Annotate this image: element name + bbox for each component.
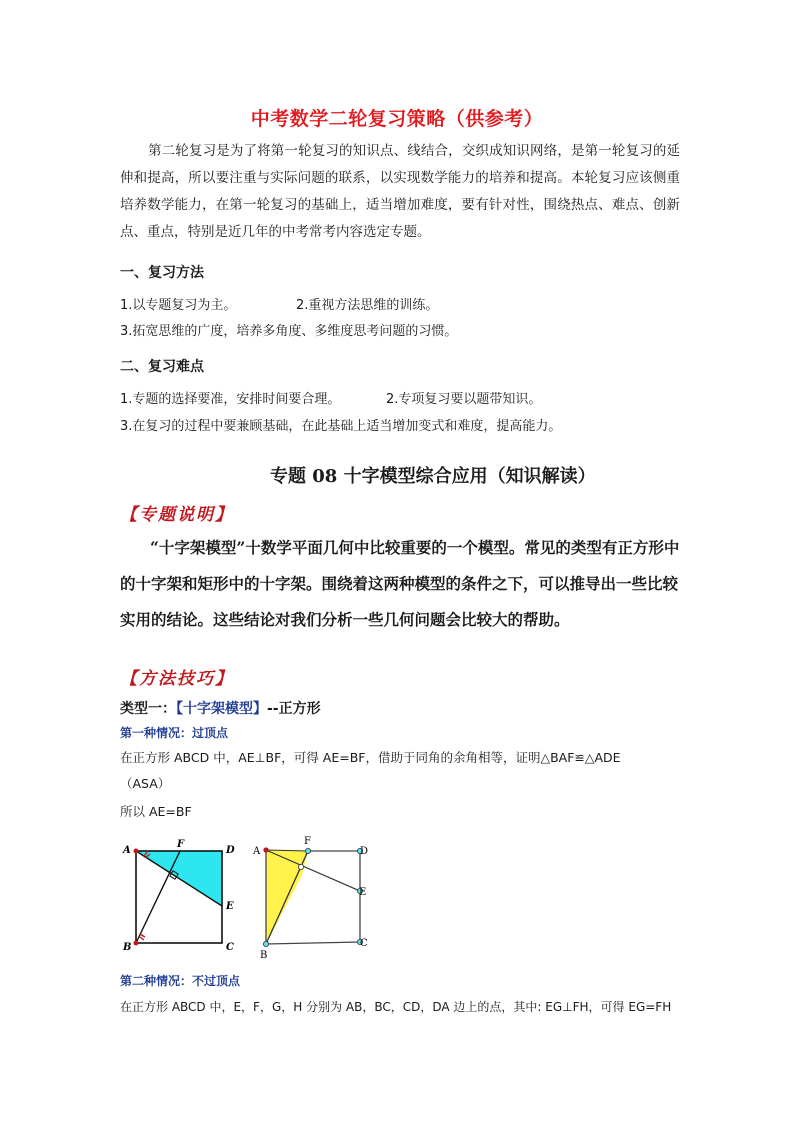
fig2-point-intersection — [298, 864, 303, 869]
case1-label: 第一种情况：过顶点 — [120, 726, 229, 740]
figure-square-cross-1 — [118, 836, 248, 958]
fig1-label-C: C — [226, 942, 234, 953]
section1-item1: 1.以专题复习为主。 — [120, 298, 237, 313]
fig2-point-F — [305, 848, 310, 853]
section1-item2: 2.重视方法思维的训练。 — [296, 298, 439, 313]
type1-suffix: --正方形 — [267, 701, 321, 717]
fig1-label-D: D — [226, 845, 235, 856]
topic-desc-paragraph: “十字架模型”十数学平面几何中比较重要的一个模型。常见的类型有正方形中的十字架和矩形中的十字架。围绕着这两种模型的条件之下，可以推导出一些比较实用的结论。这些结论对我们分析一些几何问题会比较大的帮助。 — [120, 538, 680, 629]
type1-prefix: 类型一： — [120, 701, 176, 717]
topic-desc-heading: 【专题说明】 — [120, 505, 234, 525]
type1-name: 【十字架模型】 — [176, 701, 267, 717]
fig1-label-B: B — [123, 942, 132, 953]
section1-heading: 一、复习方法 — [120, 265, 204, 281]
case2-label: 第二种情况：不过顶点 — [120, 974, 241, 988]
fig1-angle-mark-B — [140, 934, 145, 940]
fig2-point-B — [263, 941, 268, 946]
fig1-label-E: E — [226, 901, 234, 912]
case1-text3: 所以 AE=BF — [120, 804, 192, 819]
fig2-label-A: A — [253, 846, 261, 857]
figure-square-cross-2 — [250, 832, 380, 962]
fig2-label-E: E — [359, 887, 367, 898]
fig1-label-F: F — [177, 839, 185, 850]
fig1-point-B — [134, 941, 139, 946]
section1-item3: 3.拓宽思维的广度，培养多角度、多维度思考问题的习惯。 — [120, 324, 458, 339]
section2-item2: 2.专项复习要以题带知识。 — [386, 392, 542, 407]
fig2-label-B: B — [260, 950, 268, 961]
page-title: 中考数学二轮复习策略（供参考） — [250, 108, 544, 130]
topic-title: 专题 08 十字模型综合应用（知识解读） — [270, 466, 596, 487]
case2-text1: 在正方形 ABCD 中，E，F，G，H 分别为 AB，BC，CD，DA 边上的点，其中: EG⊥FH，可得 EG=FH — [120, 1000, 672, 1014]
section2-heading: 二、复习难点 — [120, 359, 204, 375]
fig2-point-A — [263, 847, 268, 852]
fig2-label-D: D — [360, 846, 369, 857]
section2-item3: 3.在复习的过程中要兼顾基础，在此基础上适当增加变式和难度，提高能力。 — [120, 419, 562, 434]
type1-heading — [120, 698, 321, 718]
case1-text1: 在正方形 ABCD 中，AE⊥BF，可得 AE=BF，借助于同角的余角相等，证明△BAF≌△ADE — [120, 750, 621, 765]
fig2-label-C: C — [360, 938, 368, 949]
fig1-label-A: A — [123, 845, 131, 856]
method-heading: 【方法技巧】 — [120, 669, 234, 689]
fig1-point-A — [134, 849, 139, 854]
fig2-label-F: F — [304, 836, 311, 847]
case1-text2: （ASA） — [120, 776, 171, 791]
intro-paragraph: 第二轮复习是为了将第一轮复习的知识点、线结合，交织成知识网络，是第一轮复习的延伸和提高，所以要注重与实际问题的联系，以实现数学能力的培养和提高。本轮复习应该侧重培养数学能力，在第一轮复习的基础上，适当增加难度，要有针对性，围绕热点、难点、创新点、重点，特别是近几年的中考常考内容选定专题。 — [120, 143, 680, 240]
section2-item1: 1.专题的选择要准，安排时间要合理。 — [120, 392, 341, 407]
